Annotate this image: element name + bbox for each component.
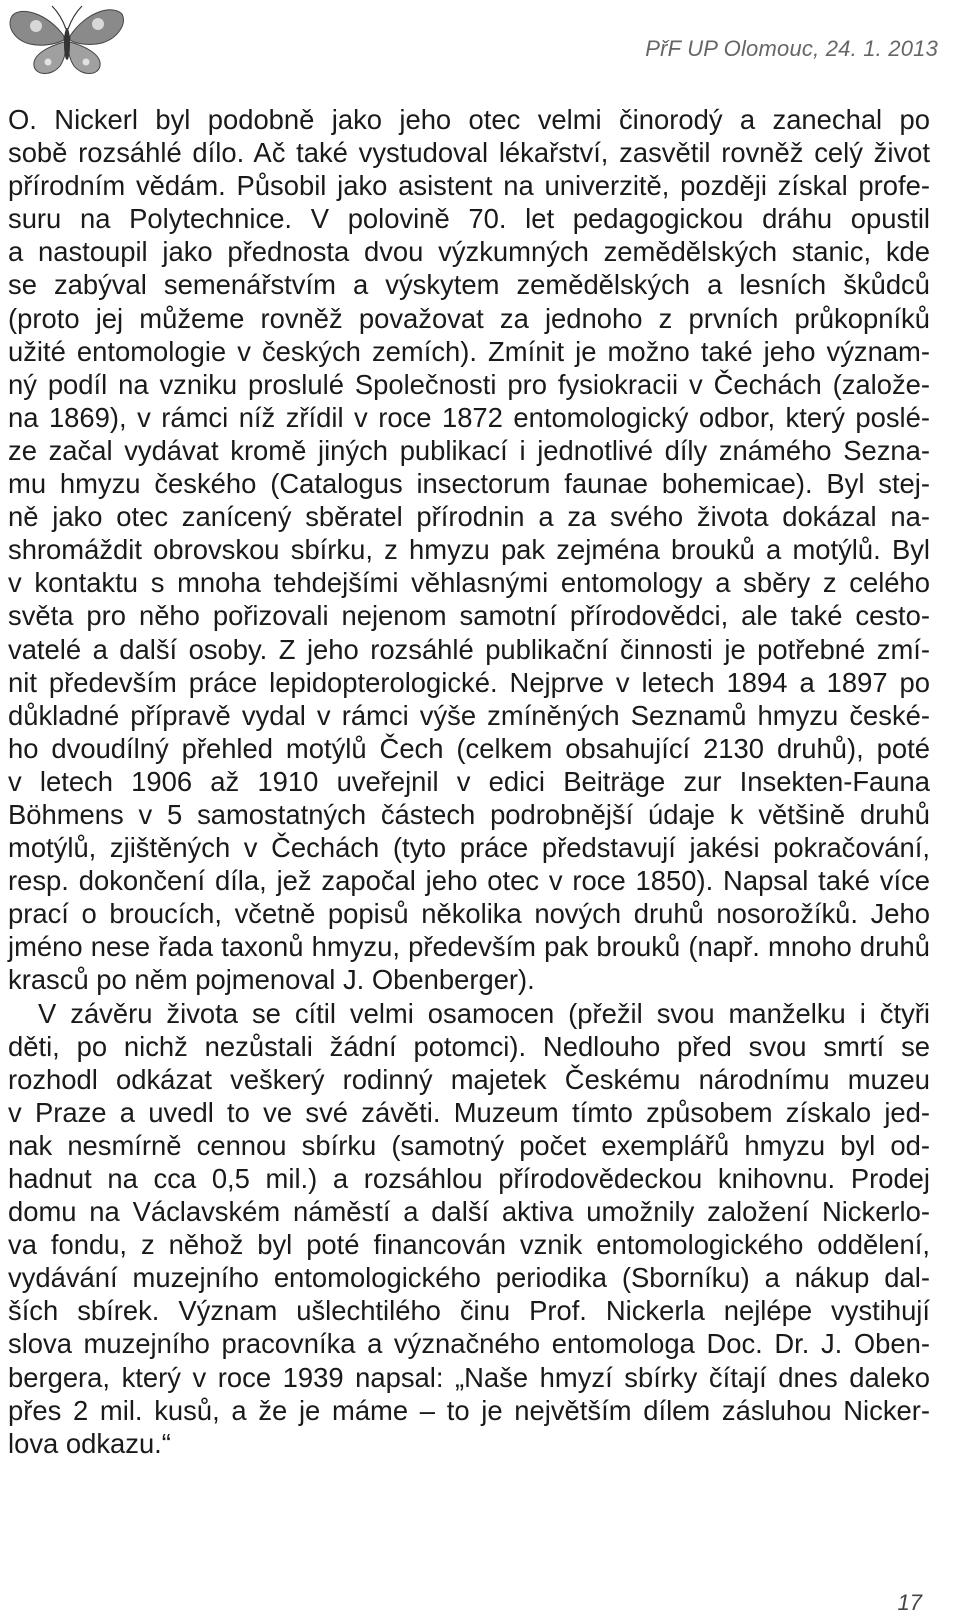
- text-line: krasců po něm pojmenoval J. Obenberger).: [8, 964, 535, 996]
- text-line: ze začal vydávat kromě jiných publikací i jednotlivé díly známého Sezna-: [8, 434, 930, 466]
- text-line: důkladné přípravě vydal v rámci výše zmíněných Seznamů hmyzu české-: [8, 699, 930, 731]
- text-line: shromáždit obrovskou sbírku, z hmyzu pak zejména brouků a motýlů. Byl: [8, 534, 930, 566]
- text-line: O. Nickerl byl podobně jako jeho otec velmi činorodý a zanechal po: [8, 104, 930, 135]
- text-line: bergera, který v roce 1939 napsal: „Naše hmyzí sbírky čítají dnes daleko: [8, 1361, 930, 1393]
- text-line: prací o broucích, včetně popisů několika nových druhů nosorožíků. Jeho: [8, 898, 930, 930]
- page-number: 17: [897, 1590, 922, 1615]
- text-line: hadnut na cca 0,5 mil.) a rozsáhlou přírodovědeckou knihovnu. Prodej: [8, 1163, 930, 1194]
- text-line: sobě rozsáhlé dílo. Ač také vystudoval lékařství, zasvětil rovněž celý život: [8, 137, 930, 169]
- text-line: mu hmyzu českého (Catalogus insectorum faunae bohemicae). Byl stej-: [8, 468, 930, 500]
- text-line: nak nesmírně cennou sbírku (samotný počet exemplářů hmyzu byl od-: [8, 1129, 930, 1161]
- text-line: ších sbírek. Význam ušlechtilého činu Prof. Nickerla nejlépe vystihují: [8, 1295, 930, 1327]
- text-line: přírodním vědám. Působil jako asistent na univerzitě, později získal profe-: [8, 170, 930, 202]
- paragraph-2: [8, 997, 930, 1460]
- text-line: rozhodl odkázat veškerý rodinný majetek Českému národnímu muzeu: [8, 1063, 930, 1095]
- text-line: motýlů, zjištěných v Čechách (tyto práce představují jakési pokračování,: [8, 832, 930, 864]
- text-line: přes 2 mil. kusů, a že je máme – to je největším dílem zásluhou Nicker-: [8, 1394, 930, 1426]
- text-line: v kontaktu s mnoha tehdejšími věhlasnými entomology a sběry z celého: [8, 567, 930, 599]
- article-body: [8, 103, 930, 1460]
- text-line: (proto jej můžeme rovněž považovat za jednoho z prvních průkopníků: [8, 302, 930, 334]
- text-line: lova odkazu.“: [8, 1427, 171, 1459]
- text-line: slova muzejního pracovníka a význačného entomologa Doc. Dr. J. Oben-: [8, 1328, 930, 1360]
- text-line: ně jako otec zanícený sběratel přírodnin a za svého života dokázal na-: [8, 501, 930, 533]
- text-line: se zabýval semenářstvím a výskytem zemědělských a lesních škůdců: [8, 269, 930, 301]
- text-line: V závěru života se cítil velmi osamocen (přežil svou manželku i čtyři: [38, 997, 930, 1029]
- text-line: suru na Polytechnice. V polovině 70. let pedagogickou dráhu opustil: [8, 203, 930, 235]
- text-line: na 1869), v rámci níž zřídil v roce 1872 entomologický odbor, který poslé-: [8, 401, 930, 433]
- text-line: domu na Václavském náměstí a další aktiva umožnily založení Nickerlo-: [8, 1196, 930, 1228]
- butterfly-icon: [6, 2, 128, 80]
- text-line: jméno nese řada taxonů hmyzu, především pak brouků (např. mnoho druhů: [8, 931, 930, 963]
- text-line: v Praze a uvedl to ve své závěti. Muzeum tímto způsobem získalo jed-: [8, 1096, 930, 1128]
- text-line: vatelé a další osoby. Z jeho rozsáhlé publikační činnosti je potřebné zmí-: [8, 633, 930, 665]
- text-line: ný podíl na vzniku proslulé Společnosti pro fysiokracii v Čechách (založe-: [8, 368, 930, 400]
- text-line: va fondu, z něhož byl poté financován vznik entomologického oddělení,: [8, 1229, 930, 1261]
- text-line: resp. dokončení díla, jež započal jeho otec v roce 1850). Napsal také více: [8, 865, 930, 897]
- text-line: v letech 1906 až 1910 uveřejnil v edici Beiträge zur Insekten-Fauna: [8, 765, 930, 797]
- text-line: světa pro něho pořizovali nejenom samotní přírodovědci, ale také cesto-: [8, 600, 930, 632]
- paragraph-1: [8, 103, 930, 997]
- text-line: nit především práce lepidopterologické. Nejprve v letech 1894 a 1897 po: [8, 666, 930, 698]
- running-header: PřF UP Olomouc, 24. 1. 2013: [645, 36, 938, 61]
- text-line: děti, po nichž nezůstali žádní potomci). Nedlouho před svou smrtí se: [8, 1030, 930, 1062]
- text-line: užité entomologie v českých zemích). Zmínit je možno také jeho význam-: [8, 335, 930, 367]
- text-line: ho dvoudílný přehled motýlů Čech (celkem obsahující 2130 druhů), poté: [8, 732, 930, 764]
- text-line: vydávání muzejního entomologického periodika (Sborníku) a nákup dal-: [8, 1262, 930, 1294]
- text-line: a nastoupil jako přednosta dvou výzkumných zemědělských stanic, kde: [8, 236, 930, 268]
- text-line: Böhmens v 5 samostatných částech podrobnější údaje k většině druhů: [8, 798, 930, 830]
